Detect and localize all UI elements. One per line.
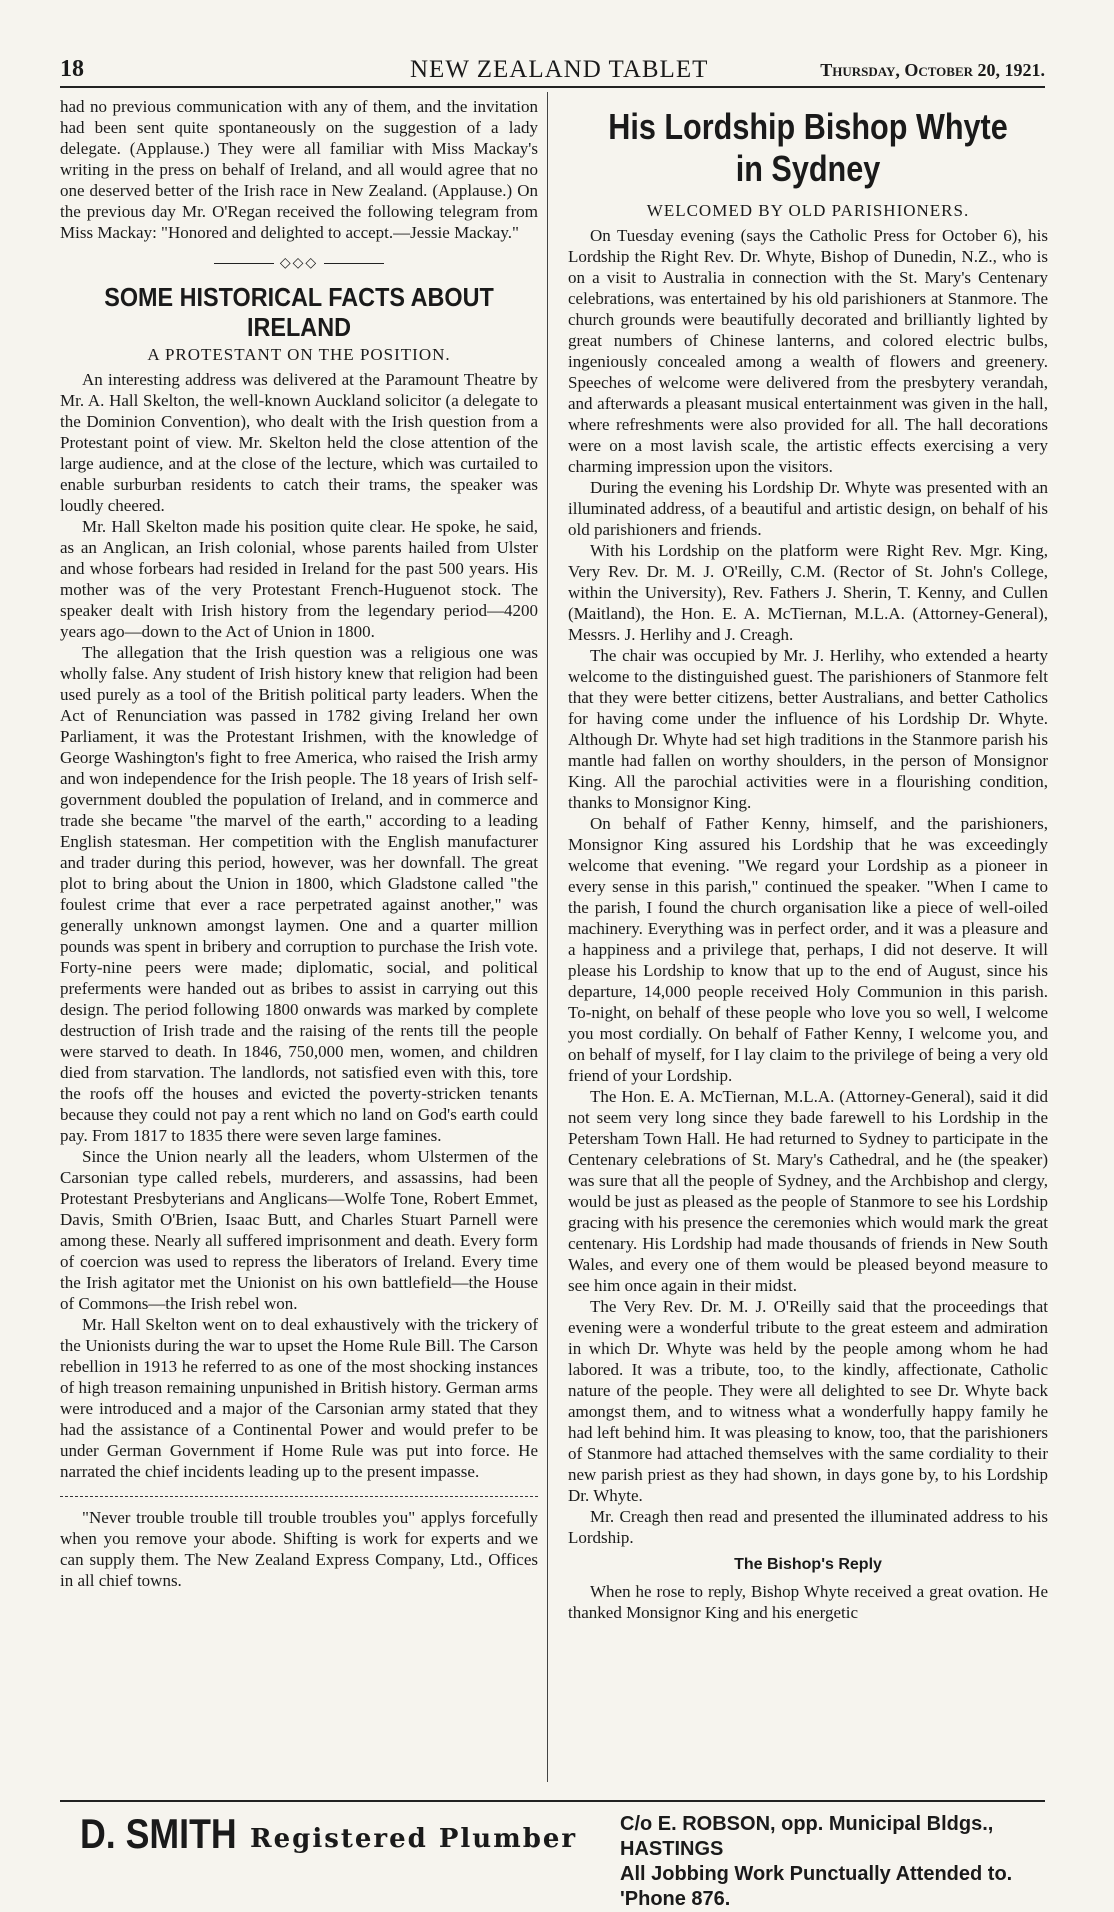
reply-paragraph: When he rose to reply, Bishop Whyte received a great ovation. He thanked Monsignor King and his energetic xyxy=(568,1582,1048,1622)
issue-date: Thursday, October 20, 1921. xyxy=(820,60,1045,80)
page-number: 18 xyxy=(60,56,84,82)
left-column xyxy=(60,96,538,1591)
advert-trade: Registered Plumber xyxy=(250,1824,578,1854)
right-paragraph: With his Lordship on the platform were Right Rev. Mgr. King, Very Rev. Dr. M. J. O'Reilly, C.M. (Rector of St. John's College, within the University), Rev. Fathers J. Sherin, T. Kenny, and Cullen (Maitland), the Hon. E. A. McTiernan, M.L.A. (Attorney-General), Messrs. J. Herlihy and J. Creagh. xyxy=(568,541,1048,644)
reply-heading: The Bishop's Reply xyxy=(734,1556,882,1573)
advert-name: D. SMITH xyxy=(80,1810,237,1857)
article-paragraph: Mr. Hall Skelton went on to deal exhaustively with the trickery of the Unionists during the war to upset the Home Rule Bill. The Carson rebellion in 1913 he referred to as one of the most shocking instances of high treason remaining unpunished in British history. German arms were introduced and a major of the Carsonian army stated that they had the assistance of a Continental Power and would prefer to be under German Government if Home Rule was put into force. He narrated the chief incidents leading up to the present impasse. xyxy=(60,1315,538,1481)
advert-address xyxy=(620,1812,1045,1912)
article-title: SOME HISTORICAL FACTS ABOUT IRELAND xyxy=(104,282,494,342)
article-paragraph: The allegation that the Irish question was a religious one was wholly false. Any student of Irish history knew that religion had been used purely as a tool of the British political party leaders. When the Act of Renunciation was passed in 1782 giving Ireland her own Parliament, it was the Protestant Irishmen, with the knowledge of George Washington's fight to free America, who raised the Irish army and won independence for the Irish people. The 18 years of Irish self-government doubled the population of Ireland, and in commerce and trade she became "the marvel of the earth," according to a leading English statesman. Her competition with the English manufacturer and trader during this period, however, was her downfall. The great plot to bring about the Union in 1800, which Gladstone called "the foulest crime that ever a race perpetrated against another," was generally unknown amongst laymen. One and a quarter million pounds was spent in bribery and corruption to purchase the Irish vote. Forty-nine peers were made; diplomatic, social, and political preferments were handed out as bribes to assist in carrying out this design. The period following 1800 onwards was marked by complete destruction of Irish trade and the raising of the rents till the people were starved to death. In 1846, 750,000 men, women, and children died from starvation. The landlords, not satisfied even with this, tore the roofs off the houses and evicted the poverty-stricken tenants because they could not pay a rent which no land on God's earth could pay. From 1817 to 1835 there were seven large famines. xyxy=(60,643,538,1145)
advert-address-line: All Jobbing Work Punctually Attended to. 'Phone 876. xyxy=(620,1863,1013,1910)
header-rule xyxy=(60,86,1045,88)
article-paragraph: An interesting address was delivered at the Paramount Theatre by Mr. A. Hall Skelton, the well-known Auckland solicitor (a delegate to the Dominion Convention), who dealt with the Irish question from a Protestant point of view. Mr. Skelton held the close attention of the large audience, and at the close of the lecture, which was curtailed to enable surburban residents to catch their trams, the speaker was loudly cheered. xyxy=(60,370,538,515)
article-paragraph: Mr. Hall Skelton made his position quite clear. He spoke, he said, as an Anglican, an Irish colonial, whose parents hailed from Ulster and whose forbears had resided in Ireland for the past 500 years. His mother was of the very Protestant French-Huguenot stock. The speaker dealt with Irish history from the legendary period—4200 years ago—down to the Act of Union in 1800. xyxy=(60,517,538,641)
right-paragraph: The Hon. E. A. McTiernan, M.L.A. (Attorney-General), said it did not seem very long since they bade farewell to his Lordship in the Petersham Town Hall. He had returned to Sydney to participate in the Centenary celebrations of St. Mary's Cathedral, and he (the speaker) was sure that all the people of Sydney, and the Archbishop and clergy, would be just as pleased as the people of Stanmore to see his Lordship gracing with his presence the ceremonies which would mark the great centenary. His Lordship had made thousands of friends in New South Wales, and every one of them would be pleased beyond measure to see him once again in their midst. xyxy=(568,1087,1048,1295)
right-paragraph: During the evening his Lordship Dr. Whyte was presented with an illuminated address, of a beautiful and artistic design, on behalf of his old parishioners and friends. xyxy=(568,478,1048,539)
right-paragraph: Mr. Creagh then read and presented the illuminated address to his Lordship. xyxy=(568,1507,1048,1547)
right-paragraph: The Very Rev. Dr. M. J. O'Reilly said that the proceedings that evening were a wonderful tribute to the great esteem and admiration in which Dr. Whyte was held by the people among whom he had labored. It was a tribute, too, to the kindly, affectionate, Catholic nature of the people. They were all delighted to see Dr. Whyte back amongst them, and to witness what a wonderfully happy family he had left behind him. It was pleasing to know, too, that the parishioners of Stanmore had attached themselves with the same cordiality to their new parish priest as they had shown, in days gone by, to his Lordship Dr. Whyte. xyxy=(568,1297,1048,1505)
advert-rule xyxy=(60,1800,1045,1802)
intro-paragraph: had no previous communication with any of them, and the invitation had been sent quite spontaneously on the suggestion of a lady delegate. (Applause.) They were all familiar with Miss Mackay's writing in the press on behalf of Ireland, and all would agree that no one deserved better of the Irish race in New Zealand. (Applause.) On the previous day Mr. O'Regan received the following telegram from Miss Mackay: "Honored and delighted to accept.—Jessie Mackay." xyxy=(60,97,538,242)
right-paragraph: The chair was occupied by Mr. J. Herlihy, who extended a hearty welcome to the distinguished guest. The parishioners of Stanmore felt that they were better citizens, better Australians, and better Catholics for having come under the influence of his Lordship Dr. Whyte. Although Dr. Whyte had set high traditions in the Stanmore parish his mantle had fallen on worthy shoulders, in the person of Monsignor King. All the parochial activities were in a flourishing condition, thanks to Monsignor King. xyxy=(568,646,1048,812)
page-header xyxy=(60,56,1045,86)
right-paragraph: On behalf of Father Kenny, himself, and the parishioners, Monsignor King assured his Lordship that he was exceedingly welcome that evening. "We regard your Lordship as a pioneer in every sense in this parish," continued the speaker. "When I came to the parish, I found the church organisation like a piece of well-oiled machinery. Everything was in perfect order, and it was a pleasure and a happiness and a privilege that, perhaps, I did not deserve. It will please his Lordship to know that up to the end of August, since his departure, 14,000 people received Holy Communion in this parish. To-night, on behalf of these people who love you so well, I welcome you most cordially. On behalf of Father Kenny, I welcome you, and on behalf of myself, for I lay claim to the privilege of being a very old friend of your Lordship. xyxy=(568,814,1048,1085)
article-subtitle: A PROTESTANT ON THE POSITION. xyxy=(147,345,451,364)
plumber-advert xyxy=(60,1810,1045,1910)
advert-address-line: C/o E. ROBSON, opp. Municipal Bldgs., HASTINGS xyxy=(620,1813,994,1860)
express-advert xyxy=(60,1496,538,1591)
article-paragraph: Since the Union nearly all the leaders, whom Ulstermen of the Carsonian type called rebels, murderers, and assassins, had been Protestant Presbyterians and Anglicans—Wolfe Tone, Robert Emmet, Davis, Smith O'Brien, Isaac Butt, and Charles Stuart Parnell were among these. Nearly all suffered imprisonment and death. Every form of coercion was used to repress the liberators of Ireland. Every time the Irish agitator met the Unionist on his own battlefield—the House of Commons—the Irish rebel won. xyxy=(60,1147,538,1313)
masthead: NEW ZEALAND TABLET xyxy=(410,56,709,83)
express-advert-text: "Never trouble trouble till trouble troubles you" applys forcefully when you remove your abode. Shifting is work for experts and we can supply them. The New Zealand Express Company, Ltd., Offices in all chief towns. xyxy=(60,1508,538,1590)
right-article-title: His Lordship Bishop Whyte in Sydney xyxy=(608,106,1008,189)
section-ornament: ◇◇◇ xyxy=(60,253,538,274)
right-paragraph: On Tuesday evening (says the Catholic Press for October 6), his Lordship the Right Rev. Dr. Whyte, Bishop of Dunedin, N.Z., who is on a visit to Australia in connection with the St. Mary's Centenary celebrations, was entertained by his old parishioners at Stanmore. The church grounds were beautifully decorated and brilliantly lighted by great numbers of Chinese lanterns, and colored electric bulbs, ingeniously concealed among a wealth of flowers and greenery. Speeches of welcome were delivered from the presbytery verandah, and afterwards a pleasant musical entertainment was given in the hall, where refreshments were also provided for all. The hall decorations were on a most lavish scale, the artistic effects exercising a very charming impression upon the visitors. xyxy=(568,226,1048,476)
column-separator xyxy=(547,92,548,1782)
right-column xyxy=(568,96,1048,1623)
right-article-subtitle: WELCOMED BY OLD PARISHIONERS. xyxy=(646,201,970,220)
